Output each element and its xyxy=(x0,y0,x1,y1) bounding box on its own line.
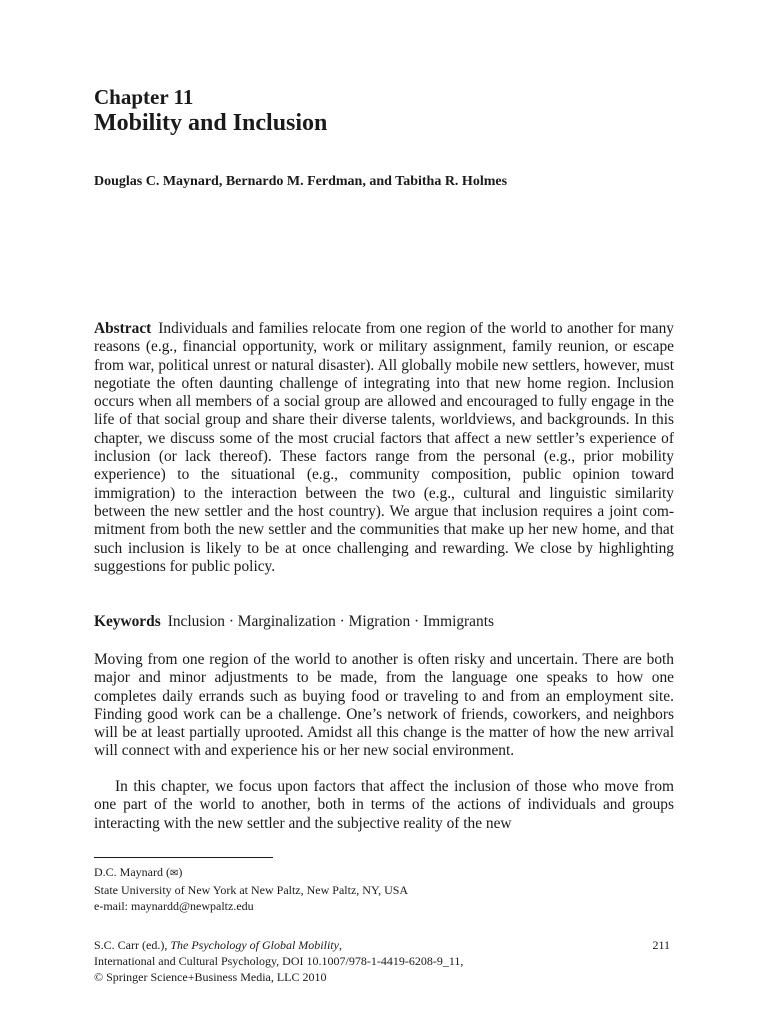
abstract-text: Individuals and families relocate from one region of the world to another for many reasons (e.g., financial opportunity, work or military assignment, family reunion, or escape from war, political unrest or natural disaster). All globally mobile new settlers, however, must negotiate the often daunting challenge of integrating into that new home region. Inclusion occurs when all members of a social group are allowed and encouraged to fully engage in the life of that social group and share their diverse talents, worldviews, and backgrounds. In this chapter, we discuss some of the most crucial factors that affect a new settler’s experience of inclusion (or lack thereof). These factors range from the personal (e.g., prior mobility experience) to the situational (e.g., community composition, public opinion toward immigration) to the interaction between the two (e.g., cultural and linguistic similarity between the new settler and the host country). We argue that inclusion requires a joint commitment from both the new settler and the communities that make up her new home, and that such inclusion is likely to be at once challenging and rewarding. We close by highlighting suggestions for public policy. xyxy=(94,320,674,575)
chapter-number: Chapter 11 xyxy=(94,85,194,109)
publication-line-3: © Springer Science+Business Media, LLC 2010 xyxy=(94,970,327,984)
author-footnote xyxy=(94,864,408,914)
body-paragraph-2: In this chapter, we focus upon factors that affect the inclusion of those who move from one part of the world to another, both in terms of the actions of individuals and groups interacting with the new settler and the subjective reality of the new xyxy=(94,778,674,832)
chapter-title: Mobility and Inclusion xyxy=(94,110,328,136)
publication-line-1 xyxy=(94,937,463,953)
publication-editor: S.C. Carr (ed.), xyxy=(94,938,171,952)
author-list: Douglas C. Maynard, Bernardo M. Ferdman, and Tabitha R. Holmes xyxy=(94,174,508,189)
footnote-email: e-mail: maynardd@newpaltz.edu xyxy=(94,899,254,913)
abstract xyxy=(94,320,674,576)
body-paragraph-1: Moving from one region of the world to another is often risky and uncertain. There are both major and minor adjustments to be made, from the language one speaks to how one completes daily errands such as buying food or traveling to and from an employment site. Finding good work can be a challenge. One’s network of friends, coworkers, and neighbors will be at least partially uprooted. Amidst all this change is the matter of how the new arrival will connect with and experience his or her new social environment. xyxy=(94,651,674,760)
footnote-author xyxy=(94,864,408,882)
publication-line-2: International and Cultural Psychology, DOI 10.1007/978-1-4419-6208-9_11, xyxy=(94,954,464,968)
footnote-affiliation: State University of New York at New Paltz, New Paltz, NY, USA xyxy=(94,883,409,897)
book-title: The Psychology of Global Mobility xyxy=(170,938,339,952)
keywords-label: Keywords xyxy=(94,613,161,630)
footnote-divider xyxy=(94,857,273,858)
envelope-icon: ✉ xyxy=(169,868,179,879)
publication-info xyxy=(94,937,463,985)
keywords xyxy=(94,613,674,631)
page-number: 211 xyxy=(652,938,670,952)
footnote-author-name: D.C. Maynard ( xyxy=(94,865,170,879)
publication-comma: , xyxy=(338,938,342,952)
abstract-label: Abstract xyxy=(94,320,152,337)
footnote-author-close: ) xyxy=(178,865,183,879)
keywords-text: Inclusion · Marginalization · Migration · Immigrants xyxy=(167,613,494,630)
